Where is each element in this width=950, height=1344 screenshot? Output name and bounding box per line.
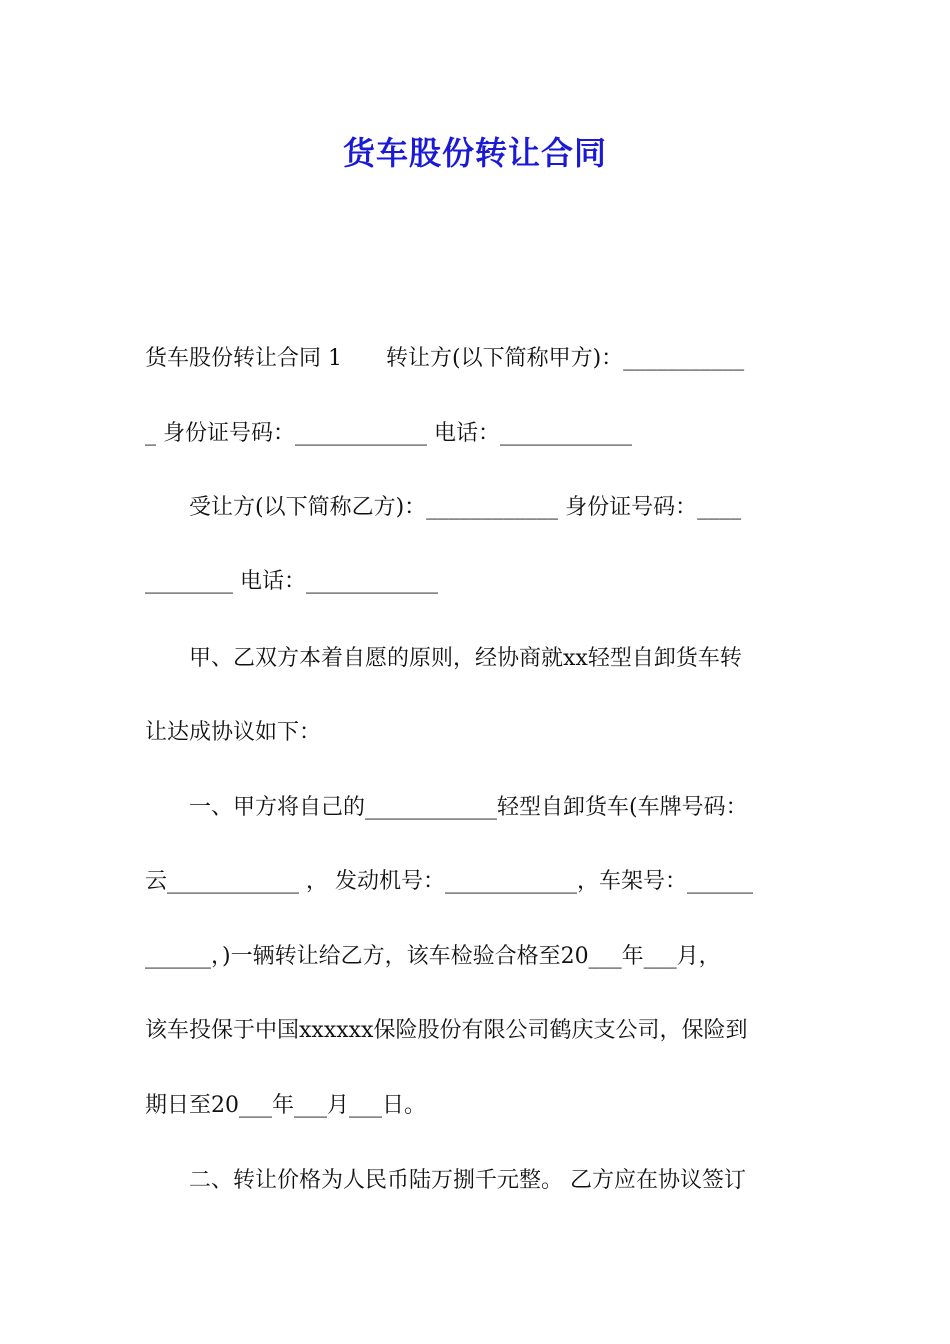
text-line-9: ______，)一辆转让给乙方，该车检验合格至20___年___月， xyxy=(145,944,721,969)
document-title: 货车股份转让合同 xyxy=(342,134,607,172)
text-line-2: _ 身份证号码：____________ 电话：____________ xyxy=(145,421,632,446)
text-line-6: 让达成协议如下： xyxy=(145,720,322,745)
text-line-4: ________ 电话：____________ xyxy=(145,569,438,594)
text-line-3: 受让方(以下简称乙方)：____________ 身份证号码：____ xyxy=(145,495,742,520)
text-line-5: 甲、乙双方本着自愿的原则，经协商就xx轻型自卸货车转 xyxy=(145,646,742,671)
text-line-11: 期日至20___年___月___日。 xyxy=(145,1093,426,1118)
text-line-7: 一、甲方将自己的____________轻型自卸货车(车牌号码： xyxy=(145,795,748,820)
text-line-10: 该车投保于中国xxxxxx保险股份有限公司鹤庆支公司，保险到 xyxy=(145,1018,748,1043)
text-line-12: 二、转让价格为人民币陆万捌千元整。 乙方应在协议签订 xyxy=(145,1168,746,1193)
text-line-8: 云____________ ， 发动机号：____________，车架号：______ xyxy=(145,869,753,894)
text-line-1: 货车股份转让合同 1 转让方(以下简称甲方)：___________ xyxy=(145,346,745,371)
